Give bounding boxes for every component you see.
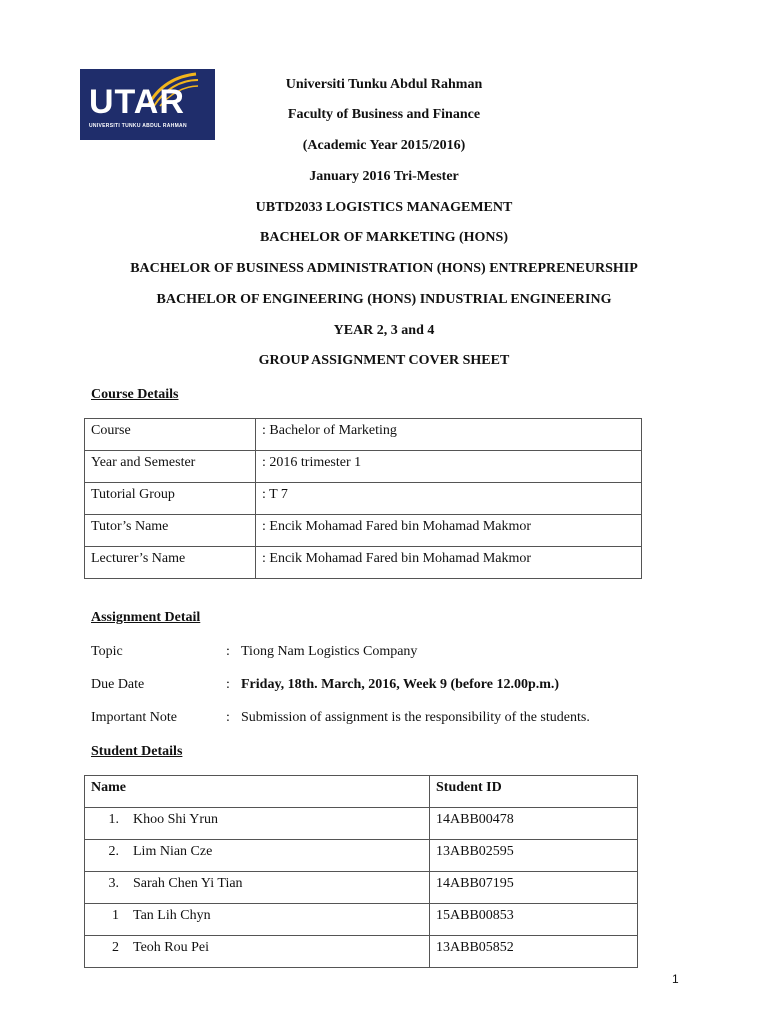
student-name: Sarah Chen Yi Tian [133, 876, 243, 891]
table-row [85, 451, 642, 483]
student-name: Teoh Rou Pei [133, 940, 210, 955]
header-university: Universiti Tunku Abdul Rahman [285, 77, 483, 92]
table-row [85, 840, 638, 872]
table-row [85, 547, 642, 579]
header-academic-year: (Academic Year 2015/2016) [302, 138, 466, 153]
tutor-name-value: : Encik Mohamad Fared bin Mohamad Makmor [256, 515, 642, 547]
header-programme-business: BACHELOR OF BUSINESS ADMINISTRATION (HONS) ENTREPRENEURSHIP [130, 261, 638, 276]
table-row [85, 936, 638, 968]
table-row [85, 904, 638, 936]
lecturer-name-label: Lecturer’s Name [85, 547, 256, 579]
student-id: 13ABB02595 [430, 840, 638, 872]
year-semester-label: Year and Semester [85, 451, 256, 483]
student-number: 1. [108, 812, 119, 827]
logo-wordmark: UTAR [89, 83, 185, 121]
student-name: Lim Nian Cze [133, 844, 213, 859]
lecturer-name-value: : Encik Mohamad Fared bin Mohamad Makmor [256, 547, 642, 579]
assignment-detail-title: Assignment Detail [91, 610, 201, 625]
table-row [85, 515, 642, 547]
student-id: 14ABB07195 [430, 872, 638, 904]
student-name-cell [85, 904, 430, 936]
student-name-cell [85, 936, 430, 968]
course-label: Course [85, 419, 256, 451]
student-name: Khoo Shi Yrun [133, 812, 219, 827]
student-id: 14ABB00478 [430, 808, 638, 840]
due-date-value: Friday, 18th. March, 2016, Week 9 (before 12.00p.m.) [241, 677, 560, 692]
topic-value: Tiong Nam Logistics Company [241, 644, 418, 659]
table-row [85, 419, 642, 451]
topic-label: Topic [91, 644, 123, 659]
student-name-cell [85, 808, 430, 840]
page-number: 1 [672, 972, 679, 986]
table-row [85, 808, 638, 840]
student-id-column-header: Student ID [430, 776, 638, 808]
student-name-cell [85, 872, 430, 904]
student-details-title: Student Details [91, 744, 183, 759]
header-year: YEAR 2, 3 and 4 [333, 323, 435, 338]
table-header-row [85, 776, 638, 808]
student-number: 1 [112, 908, 119, 923]
student-id: 15ABB00853 [430, 904, 638, 936]
header-faculty: Faculty of Business and Finance [287, 107, 481, 122]
table-row [85, 872, 638, 904]
due-date-colon: : [226, 677, 230, 692]
course-value: : Bachelor of Marketing [256, 419, 642, 451]
name-column-header: Name [85, 776, 430, 808]
table-row [85, 483, 642, 515]
header-trimester: January 2016 Tri-Mester [309, 169, 459, 184]
student-number: 3. [108, 876, 119, 891]
important-note-label: Important Note [91, 710, 177, 725]
header-cover-sheet-title: GROUP ASSIGNMENT COVER SHEET [258, 353, 510, 368]
header-programme-engineering: BACHELOR OF ENGINEERING (HONS) INDUSTRIAL ENGINEERING [156, 292, 612, 307]
header-course-code: UBTD2033 LOGISTICS MANAGEMENT [255, 200, 513, 215]
tutorial-group-value: : T 7 [256, 483, 642, 515]
student-name: Tan Lih Chyn [133, 908, 211, 923]
due-date-label: Due Date [91, 677, 145, 692]
topic-colon: : [226, 644, 230, 659]
important-note-value: Submission of assignment is the responsibility of the students. [241, 710, 590, 725]
course-details-title: Course Details [91, 387, 179, 402]
course-details-table [84, 418, 642, 579]
header-programme-marketing: BACHELOR OF MARKETING (HONS) [260, 230, 508, 245]
student-details-table [84, 775, 638, 968]
student-name-cell [85, 840, 430, 872]
student-id: 13ABB05852 [430, 936, 638, 968]
tutorial-group-label: Tutorial Group [85, 483, 256, 515]
important-note-colon: : [226, 710, 230, 725]
year-semester-value: : 2016 trimester 1 [256, 451, 642, 483]
student-number: 2 [112, 940, 119, 955]
student-number: 2. [108, 844, 119, 859]
logo-subtitle: UNIVERSITI TUNKU ABDUL RAHMAN [89, 123, 187, 129]
tutor-name-label: Tutor’s Name [85, 515, 256, 547]
